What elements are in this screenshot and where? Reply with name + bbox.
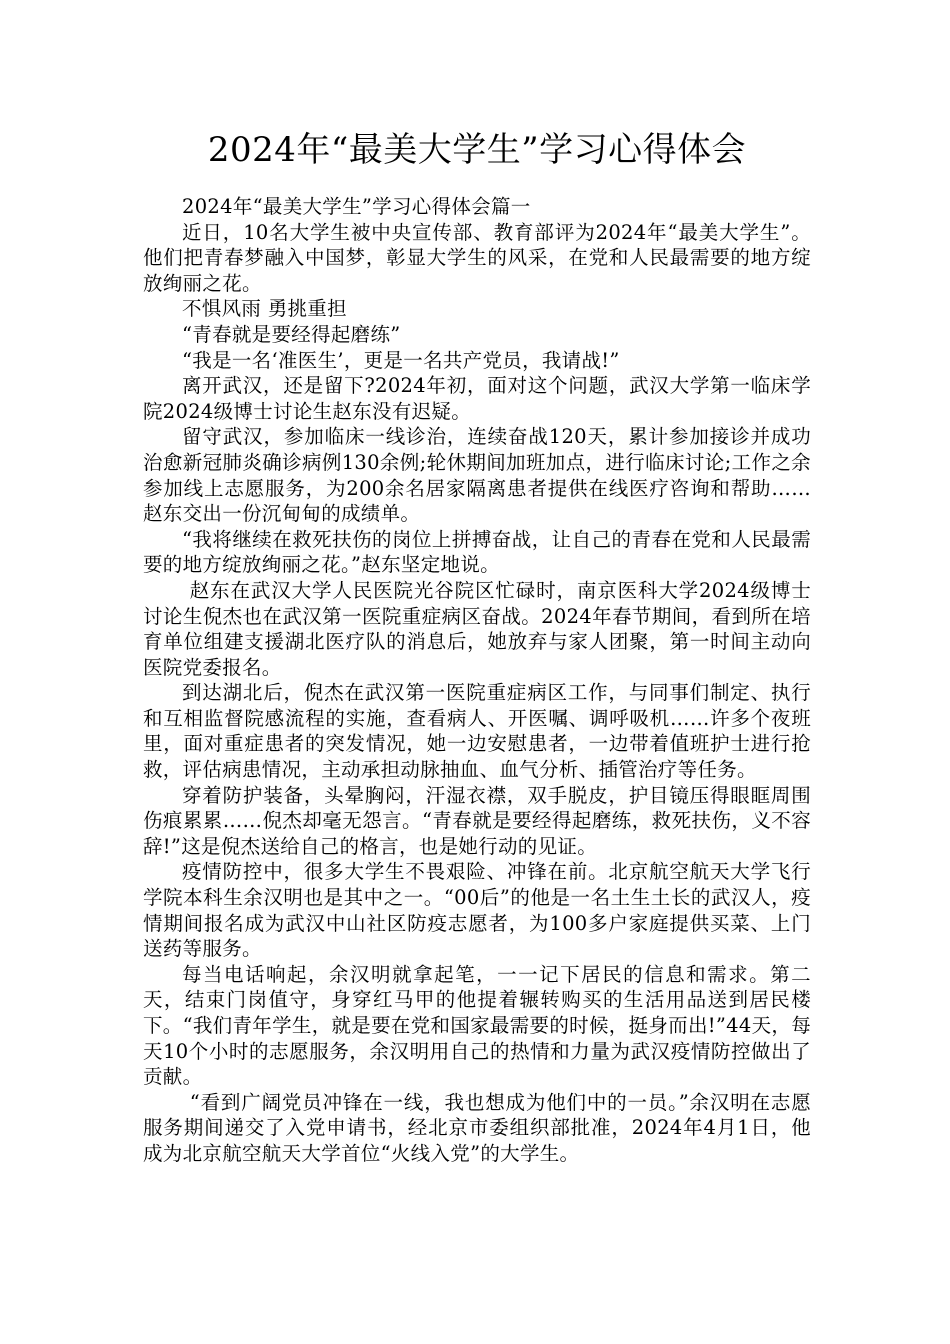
subheading: 不惧风雨 勇挑重担 xyxy=(182,297,347,321)
quote-paragraph: “我是一名‘准医生’，更是一名共产党员，我请战!” xyxy=(182,348,620,372)
subheading-quote: “青春就是要经得起磨练” xyxy=(182,322,401,346)
document-page xyxy=(143,128,811,1167)
paragraph: 赵东在武汉大学人民医院光谷院区忙碌时，南京医科大学2024级博士讨论生倪杰也在武汉第一医院重症病区奋战。2024年春节期间，看到所在培育单位组建支援湖北医疗队的消息后，她放弃与家人团聚，第一时间主动向医院党委报名。 xyxy=(143,578,811,679)
paragraph: 到达湖北后，倪杰在武汉第一医院重症病区工作，与同事们制定、执行和互相监督院感流程的实施，查看病人、开医嘱、调呼吸机……许多个夜班里，面对重症患者的突发情况，她一边安慰患者，一边带着值班护士进行抢救，评估病患情况，主动承担动脉抽血、血气分析、插管治疗等任务。 xyxy=(143,681,811,782)
paragraph: 疫情防控中，很多大学生不畏艰险、冲锋在前。北京航空航天大学飞行学院本科生余汉明也是其中之一。“00后”的他是一名土生土长的武汉人，疫情期间报名成为武汉中山社区防疫志愿者，为100多户家庭提供买菜、上门送药等服务。 xyxy=(143,860,811,961)
paragraph: 留守武汉，参加临床一线诊治，连续奋战120天，累计参加接诊并成功治愈新冠肺炎确诊病例130余例;轮休期间加班加点，进行临床讨论;工作之余参加线上志愿服务，为200余名居家隔离患者提供在线医疗咨询和帮助……赵东交出一份沉甸甸的成绩单。 xyxy=(143,425,811,526)
document-body xyxy=(143,194,811,1167)
paragraph: 每当电话响起，余汉明就拿起笔，一一记下居民的信息和需求。第二天，结束门岗值守，身穿红马甲的他提着辗转购买的生活用品送到居民楼下。“我们青年学生，就是要在党和国家最需要的时候，挺身而出!”44天，每天10个小时的志愿服务，余汉明用自己的热情和力量为武汉疫情防控做出了贡献。 xyxy=(143,962,811,1089)
paragraph: 近日，10名大学生被中央宣传部、教育部评为2024年“最美大学生”。他们把青春梦融入中国梦，彰显大学生的风采，在党和人民最需要的地方绽放绚丽之花。 xyxy=(143,220,811,295)
paragraph: 离开武汉，还是留下?2024年初，面对这个问题，武汉大学第一临床学院2024级博士讨论生赵东没有迟疑。 xyxy=(143,374,811,423)
quote-paragraph: “我将继续在救死扶伤的岗位上拼搏奋战，让自己的青春在党和人民最需要的地方绽放绚丽之花。”赵东坚定地说。 xyxy=(143,527,811,577)
paragraph: 穿着防护装备，头晕胸闷，汗湿衣襟，双手脱皮，护目镜压得眼眶周围伤痕累累……倪杰却毫无怨言。“青春就是要经得起磨练，救死扶伤，义不容辞!”这是倪杰送给自己的格言，也是她行动的见证。 xyxy=(143,783,811,858)
document-title: 2024年“最美大学生”学习心得体会 xyxy=(207,130,747,170)
section-heading: 2024年“最美大学生”学习心得体会篇一 xyxy=(182,195,531,218)
quote-paragraph: “看到广阔党员冲锋在一线，我也想成为他们中的一员。”余汉明在志愿服务期间递交了入党申请书，经北京市委组织部批准，2024年4月1日，他成为北京航空航天大学首位“火线入党”的大学生。 xyxy=(143,1090,811,1165)
